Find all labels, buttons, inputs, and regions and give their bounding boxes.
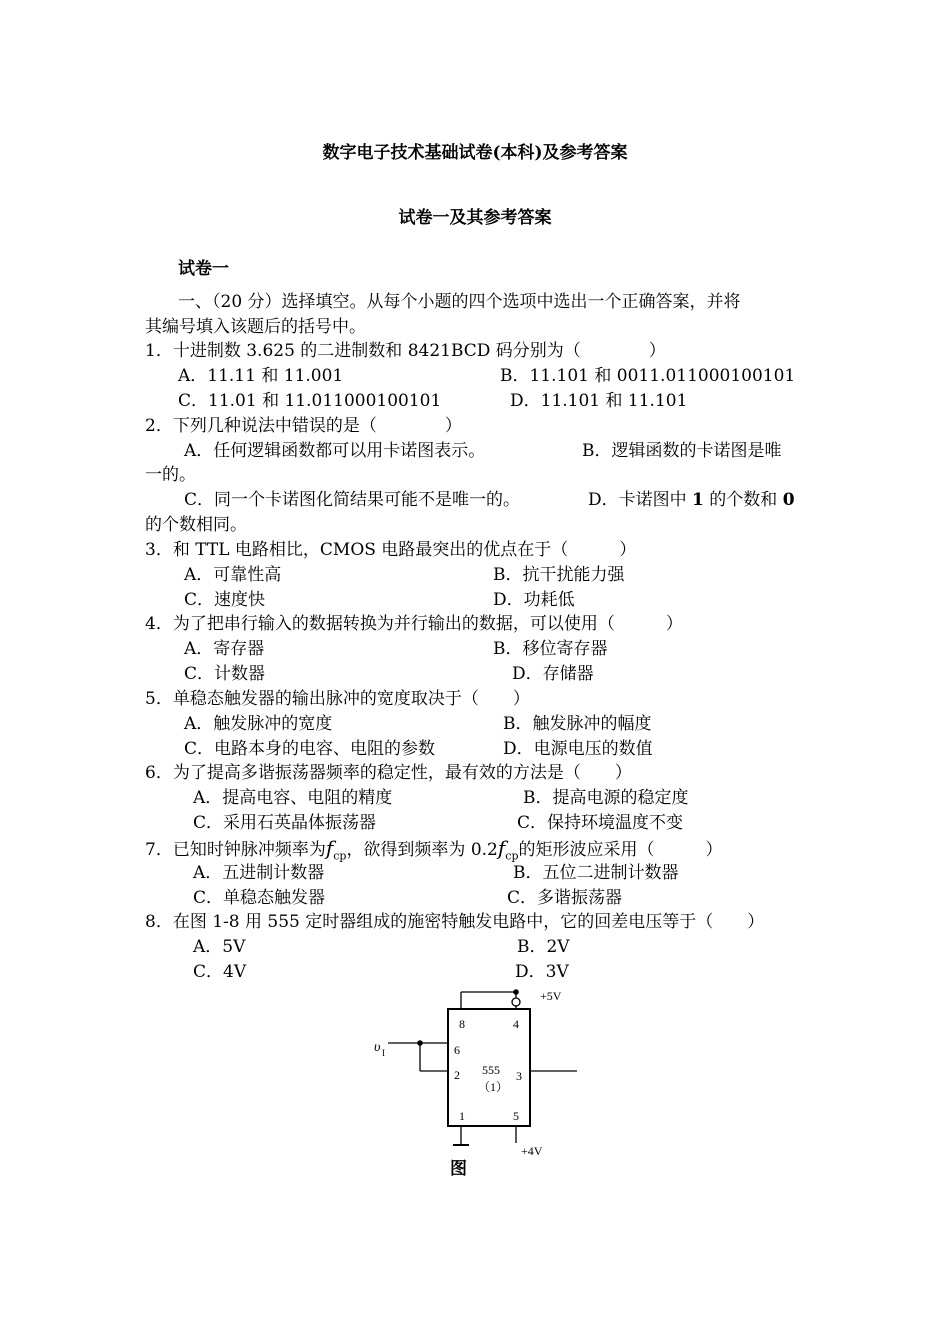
question-3-option-a: A．可靠性高	[184, 565, 282, 585]
question-2-option-c: C．同一个卡诺图化简结果可能不是唯一的。	[184, 490, 521, 510]
question-6-option-c: C．采用石英晶体振荡器	[193, 813, 377, 833]
vcc-junction-dot	[513, 989, 519, 995]
pin-5-label: 5	[513, 1109, 519, 1123]
question-4-option-d: D．存储器	[512, 664, 594, 684]
question-3-stem: 3．和 TTL 电路相比，CMOS 电路最突出的优点在于（ ）	[145, 540, 637, 560]
question-2-option-d-continued: 的个数相同。	[145, 515, 247, 535]
chip-name: 555	[482, 1063, 500, 1077]
question-4-stem: 4．为了把串行输入的数据转换为并行输出的数据，可以使用（ ）	[145, 614, 683, 634]
question-4-option-a: A．寄存器	[184, 639, 265, 659]
question-7-option-a: A．五进制计数器	[193, 863, 325, 883]
question-2-option-a: A．任何逻辑函数都可以用卡诺图表示。	[184, 441, 486, 461]
question-7-cp-subscript: cp	[333, 849, 347, 863]
question-2-option-d-prefix: D．卡诺图中	[588, 490, 693, 510]
question-7-stem-middle: ，欲得到频率为 0.2	[346, 840, 498, 860]
question-7-option-c: C．单稳态触发器	[193, 888, 326, 908]
question-3-option-b: B．抗干扰能力强	[493, 565, 625, 585]
intro-line-2: 其编号填入该题后的括号中。	[145, 317, 366, 337]
question-1-option-b: B．11.101 和 0011.011000100101	[500, 366, 796, 386]
question-8-option-b: B．2V	[517, 937, 570, 957]
question-1-option-c: C．11.01 和 11.011000100101	[178, 391, 442, 411]
control-voltage-label: +4V	[521, 1144, 543, 1158]
pin-3-label: 3	[516, 1069, 522, 1083]
intro-line-1: 一、（20 分）选择填空。从每个小题的四个选项中选出一个正确答案，并将	[178, 292, 741, 312]
question-2-option-d-one: 1	[692, 490, 704, 510]
question-7-option-b: B．五位二进制计数器	[513, 863, 679, 883]
question-5-option-c: C．电路本身的电容、电阻的参数	[184, 739, 436, 759]
question-1-stem: 1．十进制数 3.625 的二进制数和 8421BCD 码分别为（ ）	[145, 341, 666, 361]
question-7-stem-prefix: 7．已知时钟脉冲频率为	[145, 840, 326, 860]
question-7-option-d: C．多谐振荡器	[507, 888, 623, 908]
question-8-option-d: D．3V	[515, 962, 569, 982]
pin-2-label: 2	[454, 1068, 460, 1082]
question-4-option-b: B．移位寄存器	[493, 639, 608, 659]
question-6-option-a: A．提高电容、电阻的精度	[193, 788, 393, 808]
input-label: υ	[374, 1040, 381, 1055]
question-2-option-d-middle: 的个数和	[703, 490, 783, 510]
vcc-terminal	[512, 998, 520, 1006]
question-2-stem: 2．下列几种说法中错误的是（ ）	[145, 416, 462, 436]
question-6-option-d: C．保持环境温度不变	[517, 813, 684, 833]
question-5-stem: 5．单稳态触发器的输出脉冲的宽度取决于（ ）	[145, 689, 530, 709]
question-4-option-c: C．计数器	[184, 664, 266, 684]
question-2-option-b: B．逻辑函数的卡诺图是唯	[582, 441, 782, 461]
question-8-option-c: C．4V	[193, 962, 247, 982]
input-subscript: I	[382, 1048, 385, 1058]
question-7-f-symbol-2: f	[497, 836, 506, 860]
question-2-option-d-zero: 0	[782, 490, 795, 510]
section-subtitle: 试卷一及其参考答案	[398, 208, 552, 228]
question-1-option-a: A．11.11 和 11.001	[178, 366, 344, 386]
pin-8-label: 8	[459, 1017, 465, 1031]
pin-1-label: 1	[459, 1109, 465, 1123]
question-1-option-d: D．11.101 和 11.101	[510, 391, 688, 411]
vcc-label: +5V	[540, 989, 562, 1003]
question-3-option-c: C．速度快	[184, 590, 266, 610]
question-6-option-b: B．提高电源的稳定度	[523, 788, 689, 808]
question-8-stem: 8．在图 1-8 用 555 定时器组成的施密特触发电路中，它的回差电压等于（ ）	[145, 912, 765, 932]
schmitt-trigger-circuit-diagram	[360, 985, 600, 1185]
question-3-option-d: D．功耗低	[493, 590, 575, 610]
pin-4-label: 4	[513, 1017, 519, 1031]
section-heading: 试卷一	[178, 259, 229, 279]
question-5-option-a: A．触发脉冲的宽度	[184, 714, 333, 734]
question-7-stem-suffix: 的矩形波应采用（ ）	[518, 840, 723, 860]
figure-caption: 图	[450, 1159, 467, 1179]
chip-subtitle: （1）	[478, 1080, 509, 1094]
question-6-stem: 6．为了提高多谐振荡器频率的稳定性，最有效的方法是（ ）	[145, 763, 632, 783]
question-2-option-d	[588, 488, 795, 512]
question-2-option-b-continued: 一的。	[145, 465, 196, 485]
document-title: 数字电子技术基础试卷(本科)及参考答案	[322, 143, 628, 163]
question-7-cp-subscript-2: cp	[505, 849, 519, 863]
question-5-option-b: B．触发脉冲的幅度	[503, 714, 652, 734]
question-7-f-symbol: f	[325, 836, 334, 860]
pin-6-label: 6	[454, 1043, 460, 1057]
question-8-option-a: A．5V	[193, 937, 246, 957]
question-5-option-d: D．电源电压的数值	[503, 739, 653, 759]
